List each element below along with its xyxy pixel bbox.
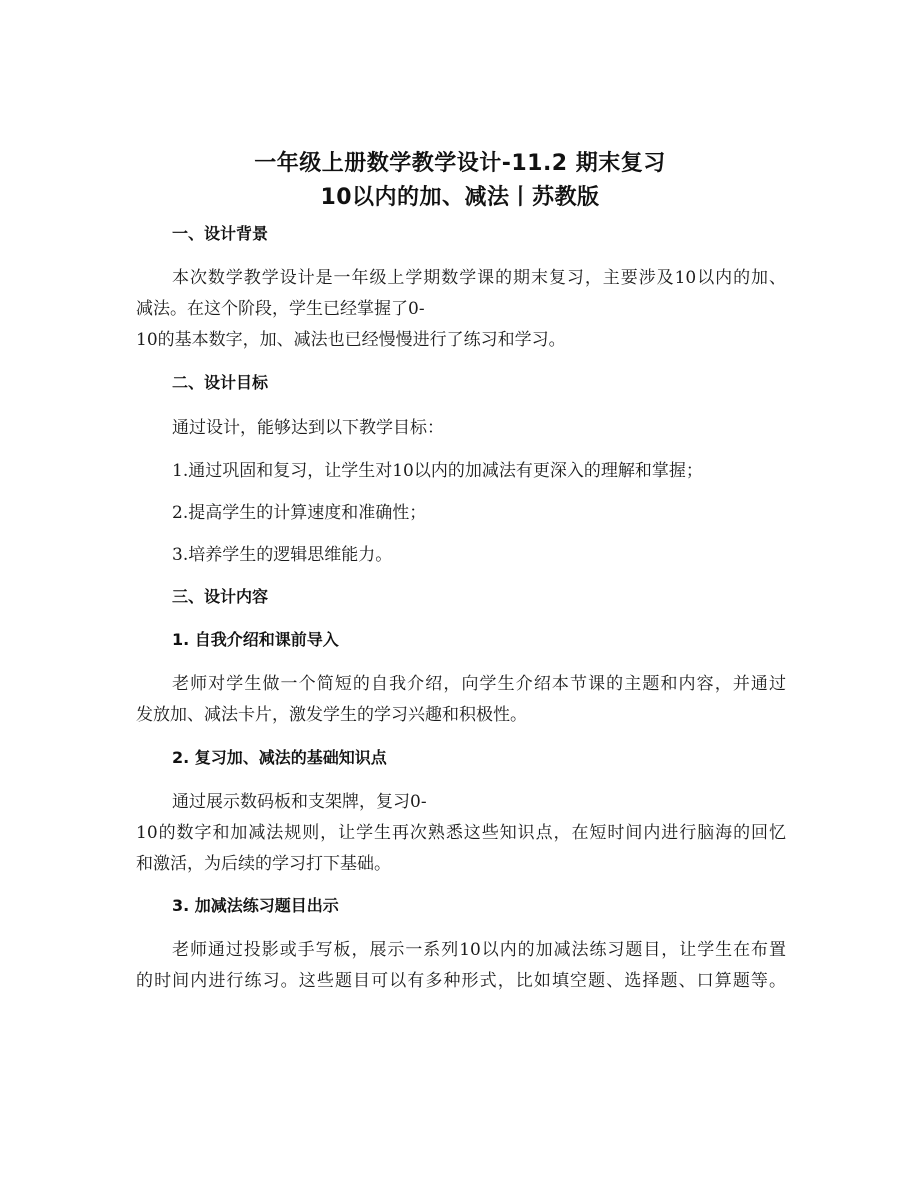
paragraph-line: 减法。在这个阶段，学生已经掌握了0- [136, 299, 425, 319]
section-heading-goals: 二、设计目标 [172, 373, 269, 392]
paragraph-line: 老师通过投影或手写板，展示一系列10以内的加减法练习题目，让学生在布置 [172, 940, 786, 960]
section-heading-background: 一、设计背景 [172, 224, 269, 243]
paragraph-line: 10的数字和加减法规则，让学生再次熟悉这些知识点，在短时间内进行脑海的回忆 [136, 823, 786, 843]
goal-item: 2.提高学生的计算速度和准确性； [172, 503, 427, 523]
document-title-line2: 10以内的加、减法丨苏教版 [320, 185, 600, 210]
paragraph-line: 10的基本数字，加、减法也已经慢慢进行了练习和学习。 [136, 330, 566, 350]
subsection-heading-intro: 1. 自我介绍和课前导入 [172, 630, 339, 649]
section-heading-content: 三、设计内容 [172, 587, 269, 606]
subsection-heading-review: 2. 复习加、减法的基础知识点 [172, 748, 387, 767]
paragraph-line: 通过展示数码板和支架牌，复习0- [172, 792, 427, 812]
goal-item: 3.培养学生的逻辑思维能力。 [172, 545, 393, 565]
paragraph-line: 老师对学生做一个简短的自我介绍，向学生介绍本节课的主题和内容，并通过 [172, 674, 786, 694]
paragraph-line: 发放加、减法卡片，激发学生的学习兴趣和积极性。 [136, 705, 527, 725]
document-title-line1: 一年级上册数学教学设计-11.2 期末复习 [254, 151, 666, 176]
goal-item: 1.通过巩固和复习，让学生对10以内的加减法有更深入的理解和掌握； [172, 461, 703, 481]
goals-intro: 通过设计，能够达到以下教学目标： [172, 418, 444, 438]
paragraph-line: 本次数学教学设计是一年级上学期数学课的期末复习，主要涉及10以内的加、 [172, 268, 786, 288]
subsection-heading-practice: 3. 加减法练习题目出示 [172, 896, 339, 915]
paragraph-line: 的时间内进行练习。这些题目可以有多种形式，比如填空题、选择题、口算题等。 [136, 971, 786, 991]
paragraph-line: 和激活，为后续的学习打下基础。 [136, 854, 391, 874]
